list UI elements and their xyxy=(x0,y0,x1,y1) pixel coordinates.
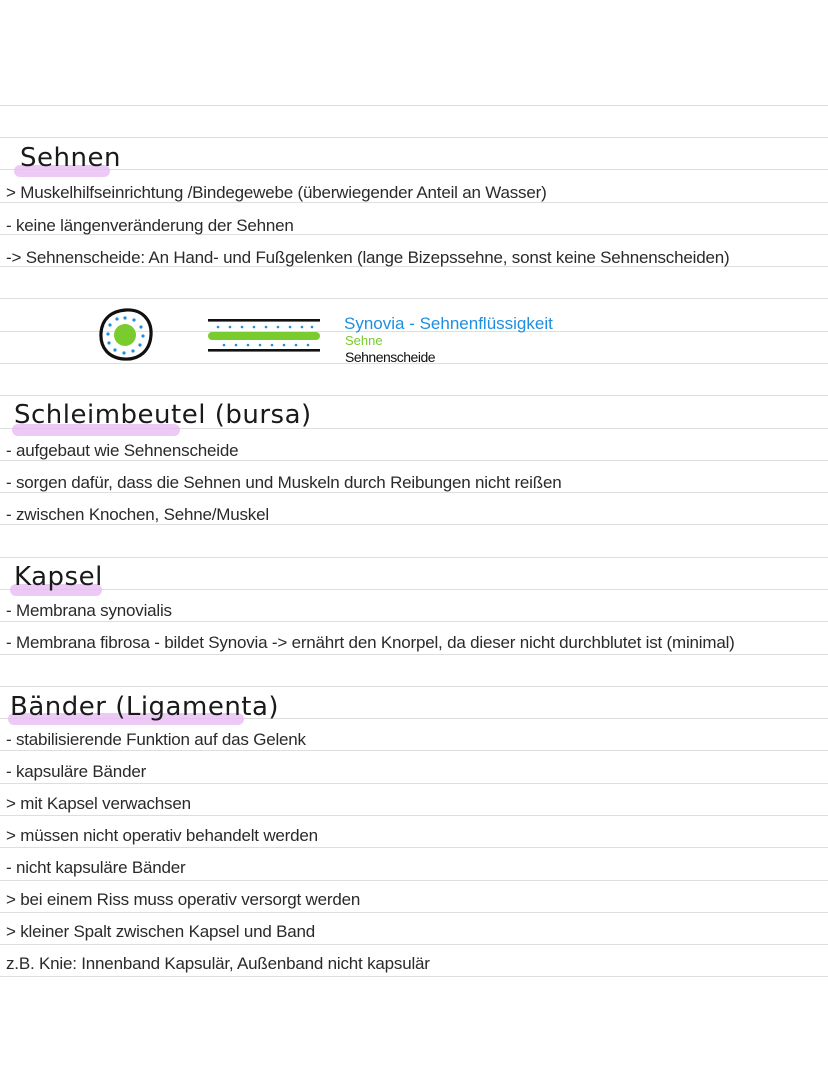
tendon-longitudinal-drawing xyxy=(204,316,324,356)
note-line: > bei einem Riss muss operativ versorgt werden xyxy=(6,890,361,909)
tendon-cross-section-drawing xyxy=(96,306,156,364)
note-line: > Muskelhilfseinrichtung /Bindegewebe (überwiegender Anteil an Wasser) xyxy=(6,183,547,202)
note-line: - nicht kapsuläre Bänder xyxy=(6,858,186,877)
sehnenscheide-label: Sehnenscheide xyxy=(345,349,436,365)
section-title: Bänder (Ligamenta) xyxy=(10,692,280,722)
note-line: -> Sehnenscheide: An Hand- und Fußgelenken (lange Bizepssehne, sonst keine Sehnenscheiden) xyxy=(6,248,730,267)
note-line: > kleiner Spalt zwischen Kapsel und Band xyxy=(6,922,316,941)
section-title: Schleimbeutel (bursa) xyxy=(14,400,312,430)
note-line: - Membrana synovialis xyxy=(6,601,172,620)
note-line: - aufgebaut wie Sehnenscheide xyxy=(6,441,239,460)
note-line: z.B. Knie: Innenband Kapsulär, Außenband nicht kapsulär xyxy=(6,954,430,973)
note-line: - sorgen dafür, dass die Sehnen und Muskeln durch Reibungen nicht reißen xyxy=(6,473,562,492)
note-line: - keine längenveränderung der Sehnen xyxy=(6,216,294,235)
note-line: - kapsuläre Bänder xyxy=(6,762,147,781)
sehne-label: Sehne xyxy=(345,333,383,348)
note-line: - stabilisierende Funktion auf das Gelenk xyxy=(6,730,306,749)
section-title: Sehnen xyxy=(20,143,121,173)
note-line: > mit Kapsel verwachsen xyxy=(6,794,191,813)
note-line: > müssen nicht operativ behandelt werden xyxy=(6,826,318,845)
note-line: - zwischen Knochen, Sehne/Muskel xyxy=(6,505,269,524)
synovia-label: Synovia - Sehnenflüssigkeit xyxy=(344,314,553,333)
section-title: Kapsel xyxy=(14,562,103,592)
note-line: - Membrana fibrosa - bildet Synovia -> ernährt den Knorpel, da dieser nicht durchblutet ist (minimal) xyxy=(6,633,735,652)
